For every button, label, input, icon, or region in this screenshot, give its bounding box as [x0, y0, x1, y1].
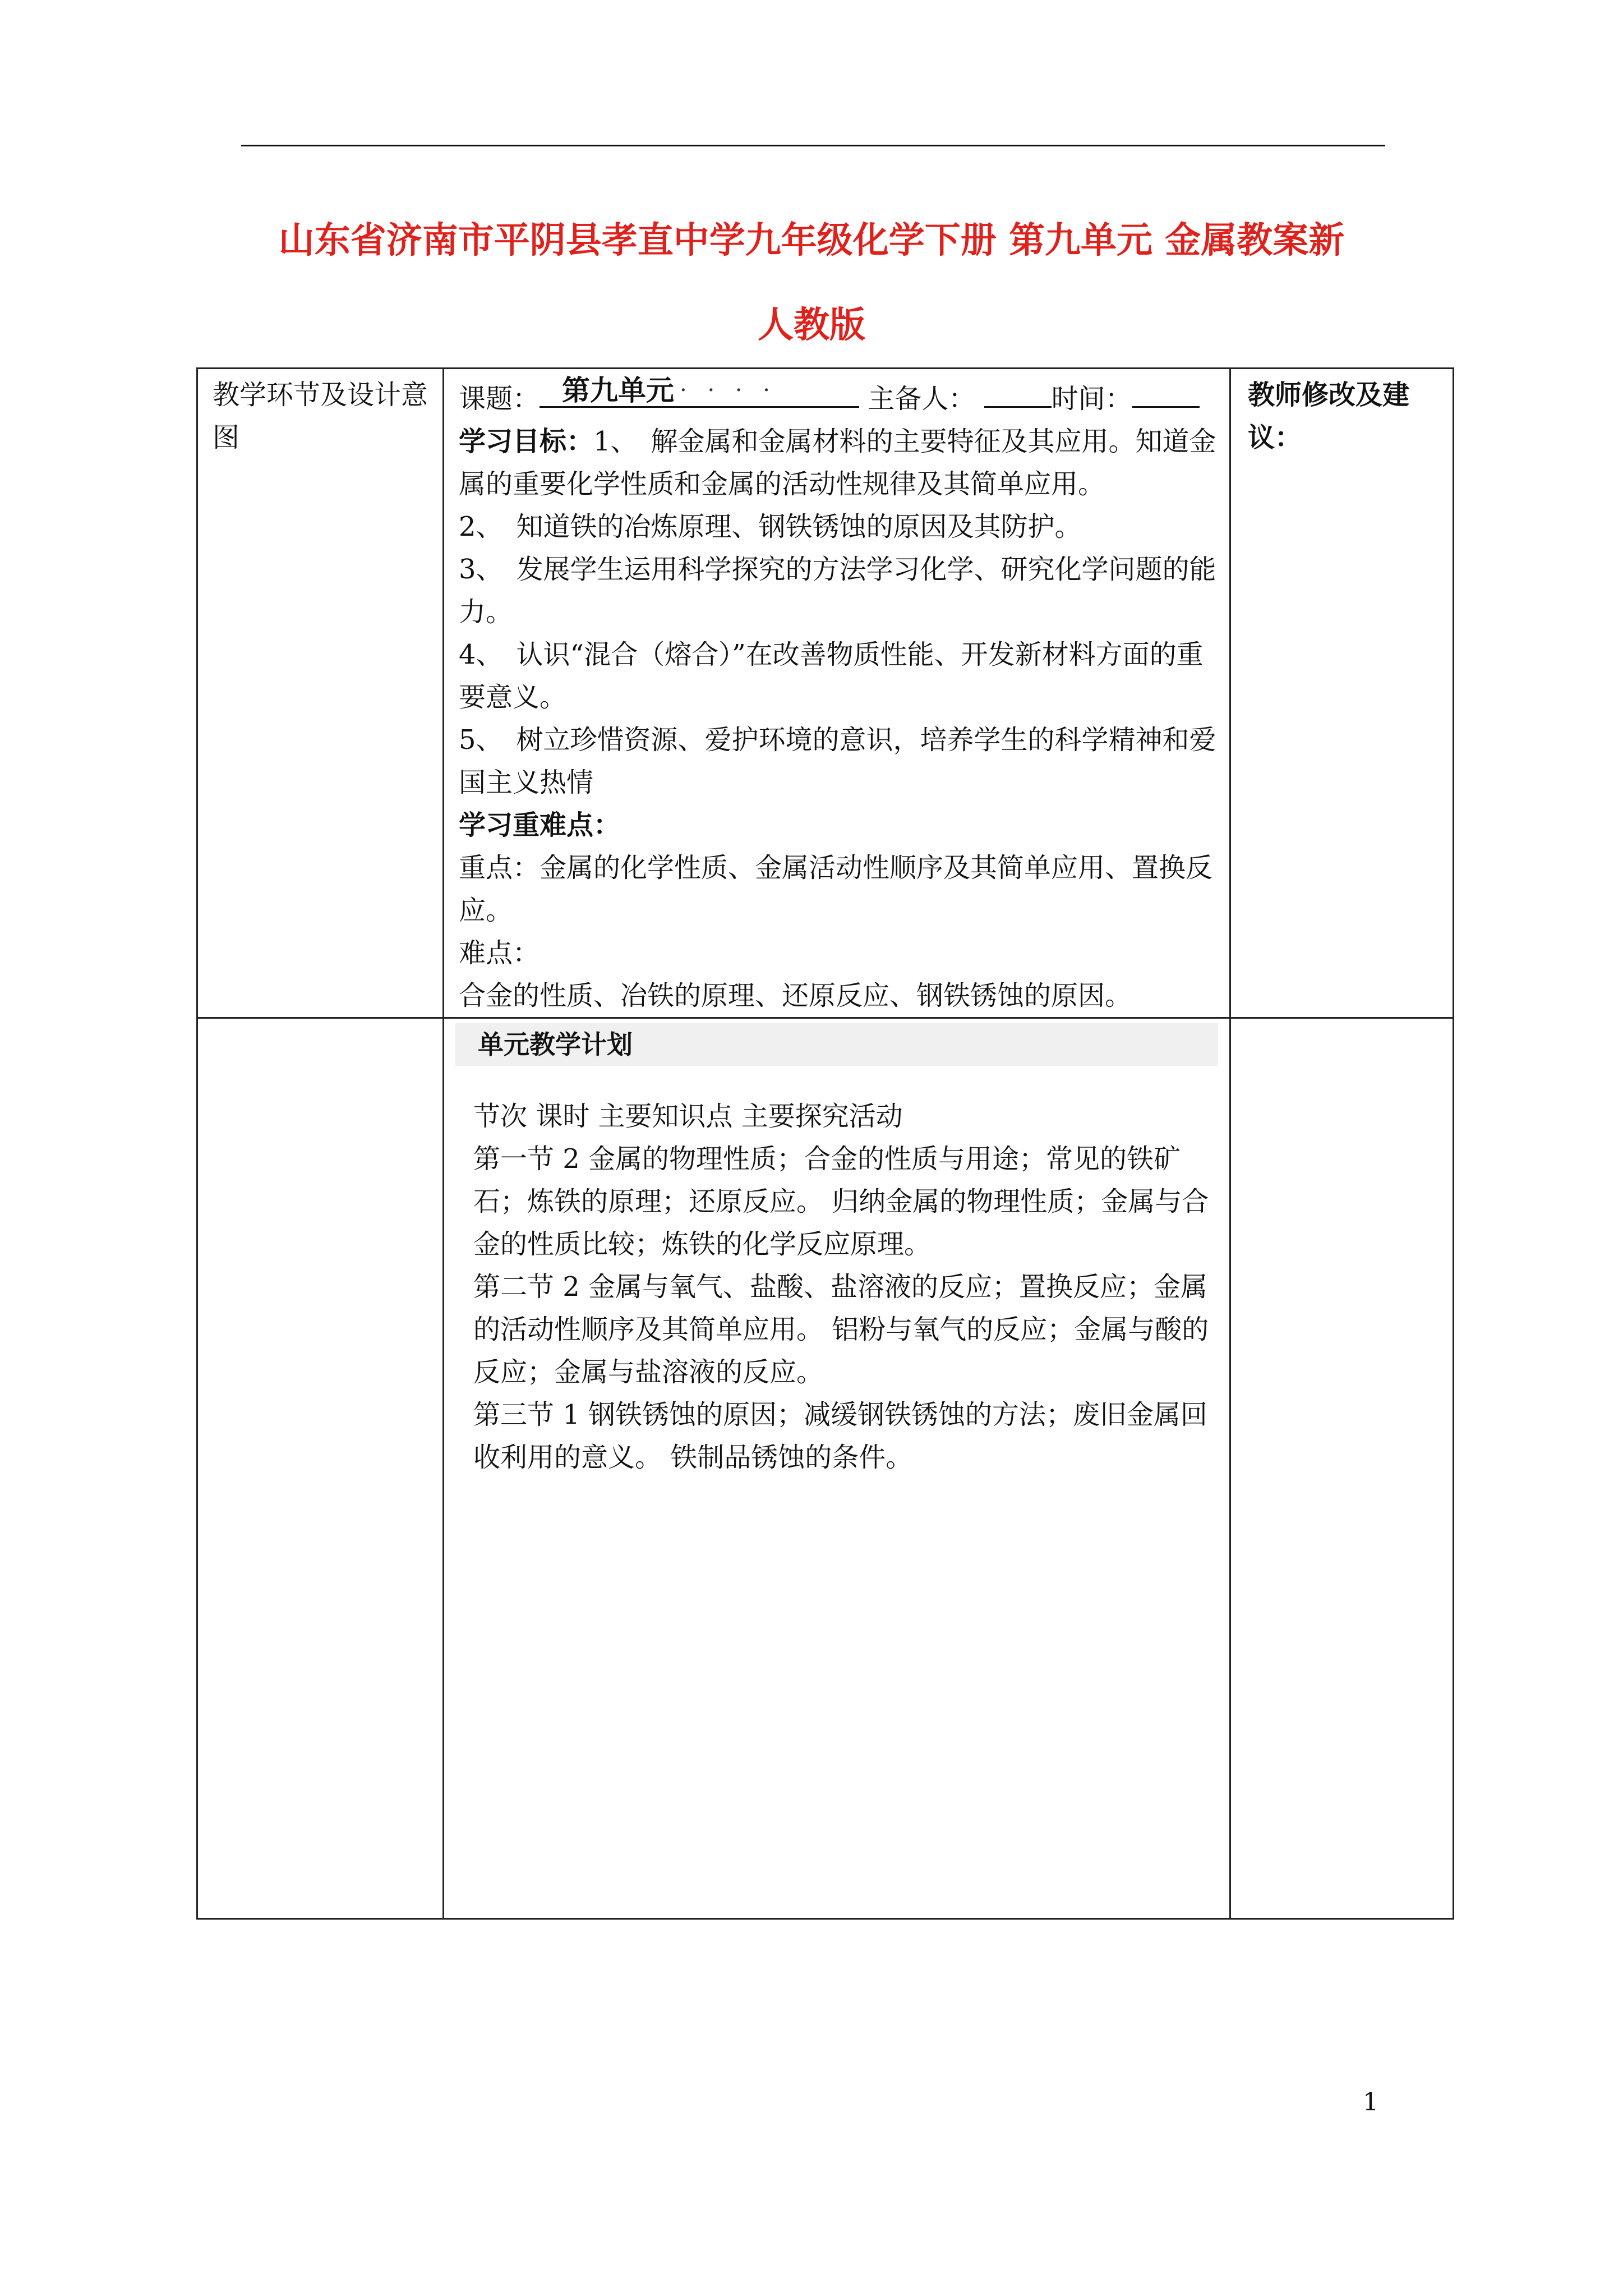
right-cell: [1230, 369, 1454, 1018]
lesson-content-cell: [444, 369, 1230, 1018]
right-cell-empty: [1230, 1018, 1454, 1919]
difficulty-label: 难点：: [459, 937, 540, 969]
plan-row-section-3: 第三节 1 钢铁锈蚀的原因；减缓钢铁锈蚀的方法；废旧金属回收利用的意义。 铁制品锈蚀的条件。: [473, 1399, 1208, 1473]
key-points-label: 学习重难点：: [459, 809, 621, 841]
header-rule: [241, 145, 1385, 146]
objective-1: [459, 420, 1219, 505]
teacher-notes-label: 教师修改及建议：: [1248, 379, 1410, 453]
left-cell-empty: [197, 1018, 444, 1919]
preparer-label: 主备人：: [868, 383, 976, 415]
difficulty: 合金的性质、冶铁的原理、还原反应、钢铁锈蚀的原因。: [459, 980, 1132, 1011]
objective-1-text: 1、 解金属和金属材料的主要特征及其应用。知道金属的重要化学性质和金属的活动性规律及其简单应用。: [459, 426, 1216, 500]
document-title-line-2: 人教版: [758, 305, 865, 346]
unit-plan-header: 单元教学计划: [455, 1023, 1218, 1066]
objectives-label: 学习目标：: [459, 426, 594, 457]
unit-plan-cell: [444, 1018, 1230, 1919]
table-row: [197, 369, 1454, 1018]
key-point: 重点：金属的化学性质、金属活动性顺序及其简单应用、置换反应。: [459, 852, 1213, 926]
objective-5: 5、 树立珍惜资源、爱护环境的意识，培养学生的科学精神和爱国主义热情: [459, 724, 1216, 798]
design-intent-label: 教学环节及设计意图: [213, 379, 428, 453]
topic-label: 课题：: [459, 383, 540, 415]
objective-4: 4、 认识“混合（熔合）”在改善物质性能、开发新材料方面的重要意义。: [459, 639, 1204, 713]
time-label: 时间：: [1051, 383, 1132, 415]
time-field: [1132, 375, 1200, 408]
plan-columns: 节次 课时 主要知识点 主要探究活动: [473, 1101, 903, 1132]
objective-3: 3、 发展学生运用科学探究的方法学习化学、研究化学问题的能力。: [459, 554, 1216, 628]
plan-row-section-1: 第一节 2 金属的物理性质；合金的性质与用途；常见的铁矿石；炼铁的原理；还原反应。 归纳金属的物理性质；金属与合金的性质比较；炼铁的化学反应原理。: [473, 1143, 1209, 1260]
topic-dots: · · · ·: [680, 378, 777, 403]
lesson-plan-table: [196, 367, 1454, 1920]
plan-row-section-2: 第二节 2 金属与氧气、盐酸、盐溶液的反应；置换反应；金属的活动性顺序及其简单应用。 铝粉与氧气的反应；金属与酸的反应；金属与盐溶液的反应。: [473, 1271, 1209, 1388]
left-cell: [197, 369, 444, 1018]
topic-field: [540, 372, 859, 408]
objective-2: 2、 知道铁的冶炼原理、钢铁锈蚀的原因及其防护。: [459, 511, 1082, 542]
preparer-field: [984, 375, 1052, 408]
page-number: 1: [1363, 2088, 1378, 2116]
topic-value: 第九单元: [562, 374, 675, 407]
document-title-line-1: 山东省济南市平阴县孝直中学九年级化学下册 第九单元 金属教案新: [278, 220, 1345, 261]
table-row: [197, 1018, 1454, 1919]
topic-line: [459, 372, 1219, 420]
